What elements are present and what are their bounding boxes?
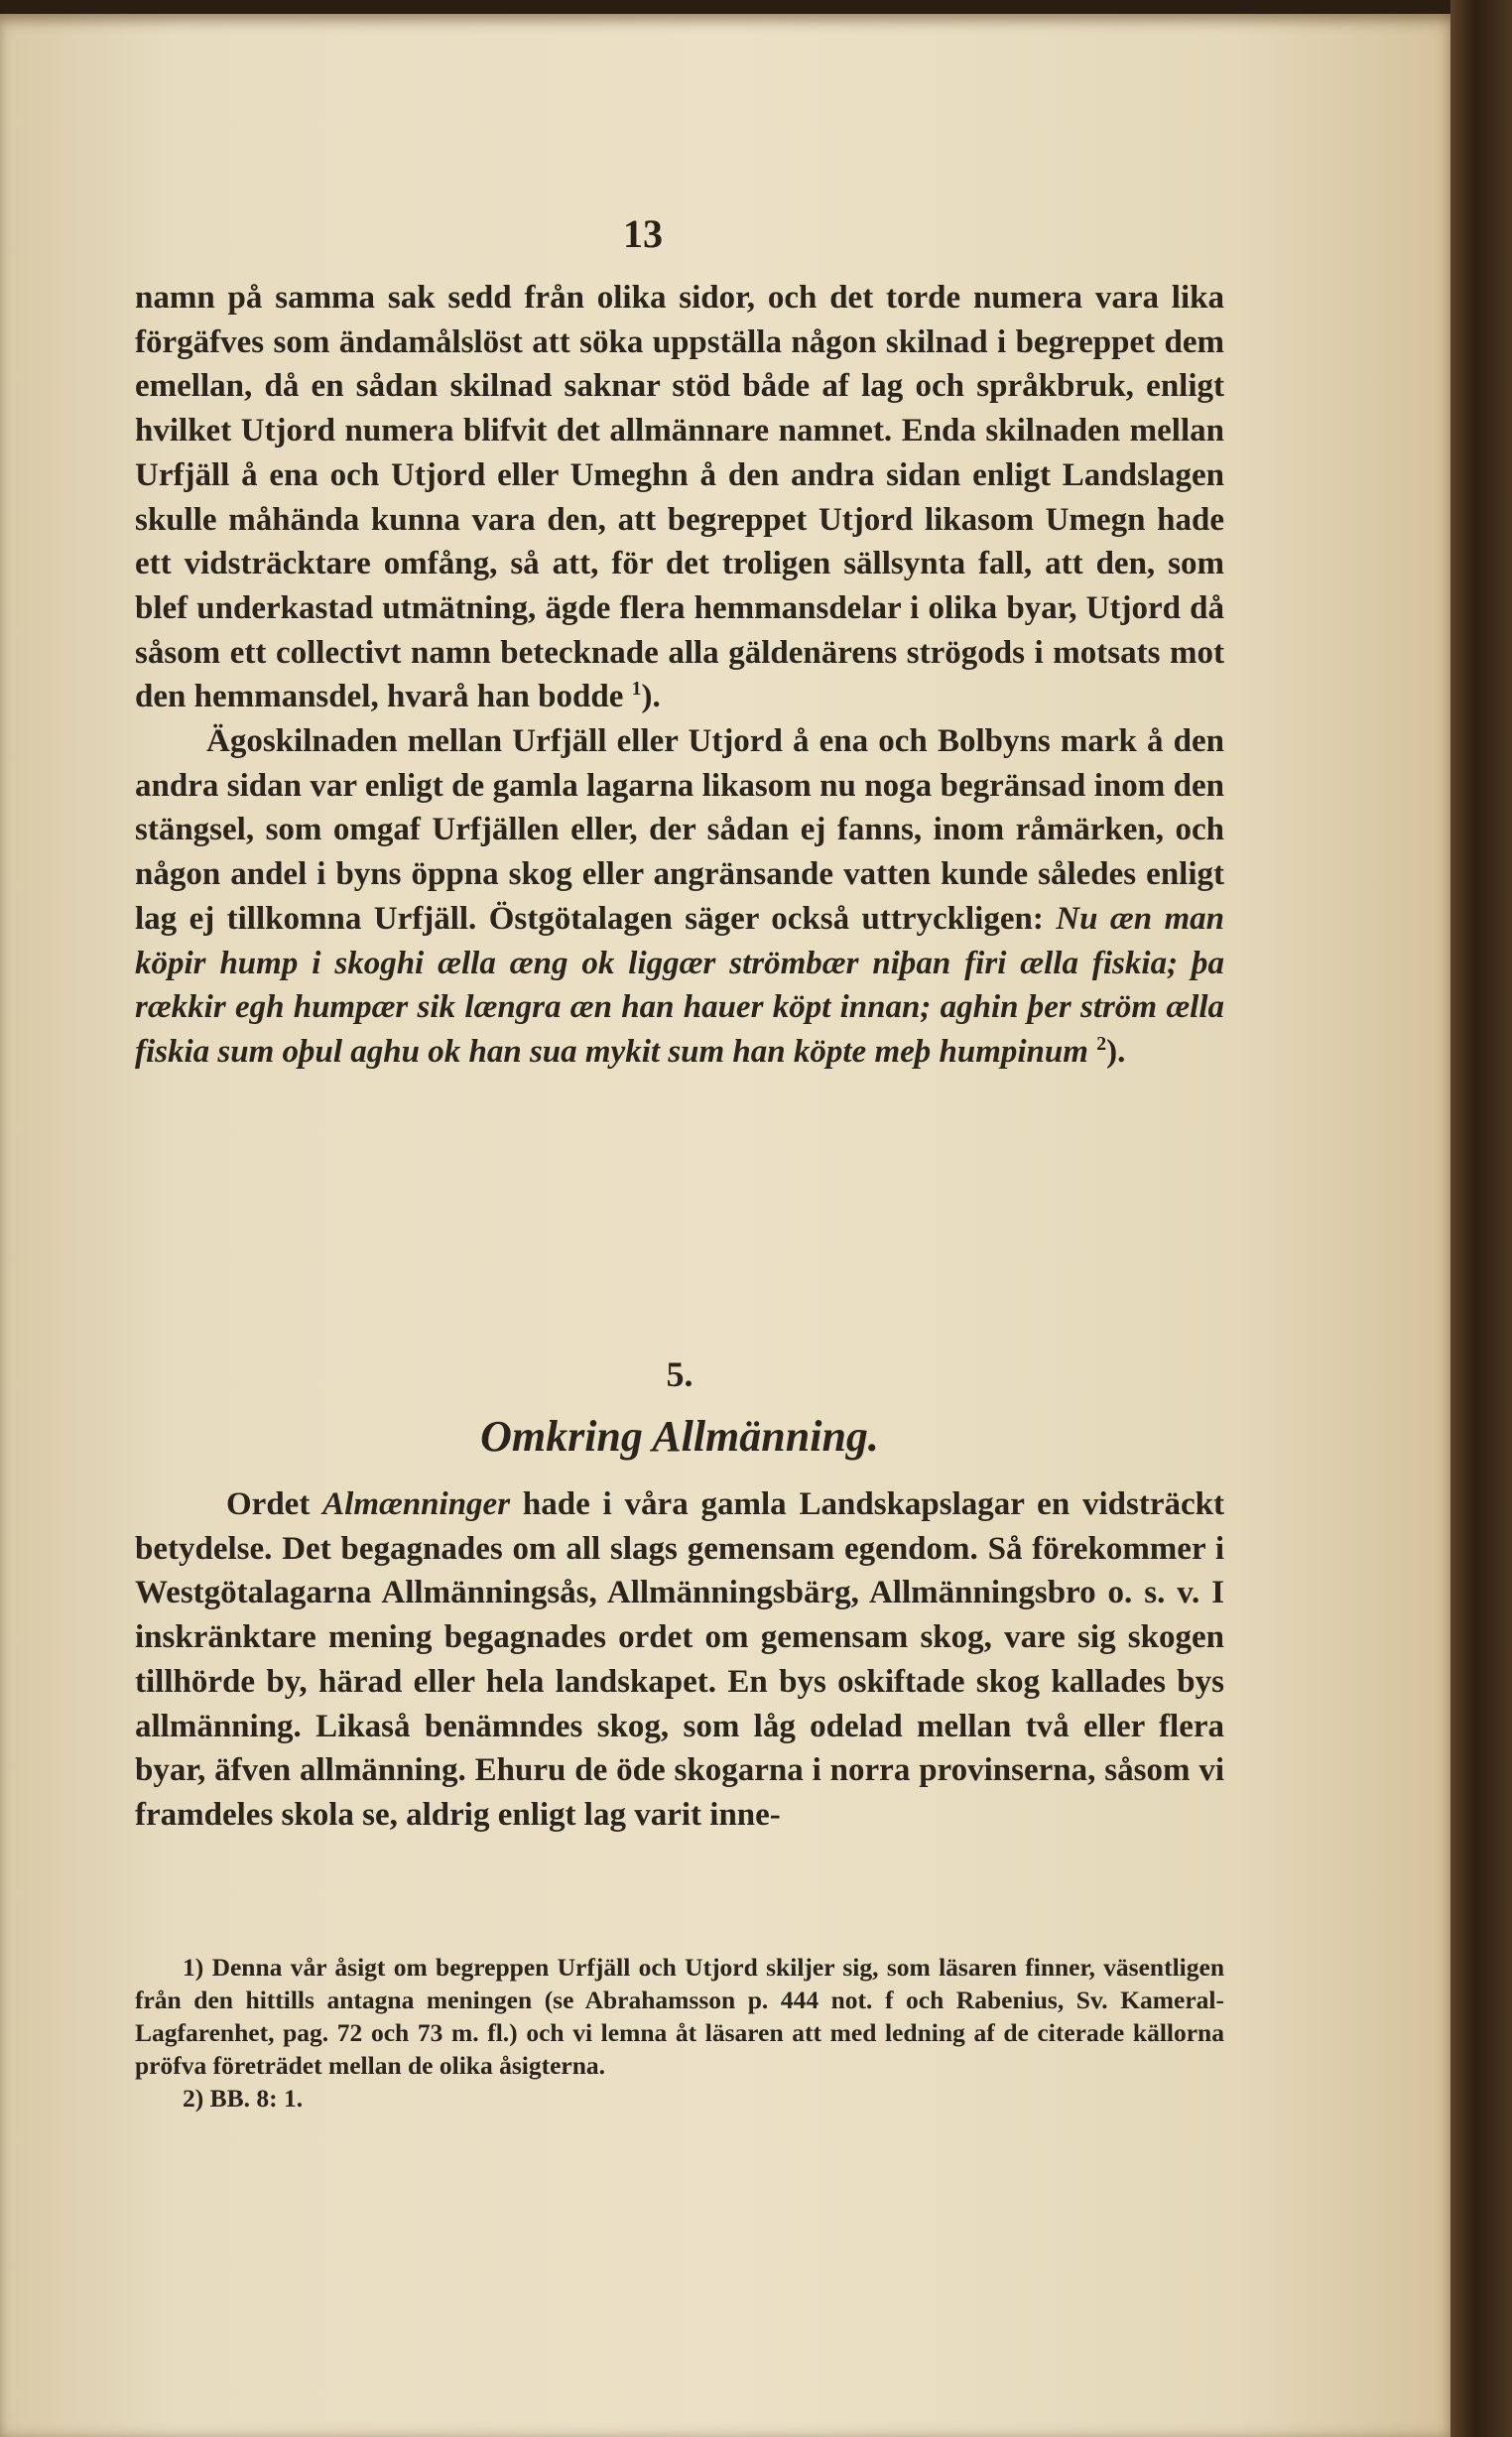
book-page [0, 14, 1456, 2437]
paragraph-2-end: ). [1106, 1033, 1126, 1070]
section-paragraph [135, 1482, 1224, 1838]
book-spine-edge [1450, 0, 1512, 2437]
footnotes [135, 1951, 1224, 2115]
paragraph-1-end: ). [641, 679, 661, 715]
footnote-2-text: BB. 8: 1. [209, 2084, 304, 2113]
section-title: Omkring Allmänning. [480, 1412, 879, 1461]
old-law-quote: Nu æn man köpir hump i skoghi ælla æng ok liggær strömbær niþan firi ælla fiskia; þa rækkir egh humpær sik længra æn han hauer köpt innan; aghin þer ström ælla fiskia sum oþul aghu ok han sua mykit sum han köpte meþ humpinum [135, 900, 1224, 1070]
footnote-1-marker: 1) [183, 1953, 204, 1982]
paragraph-2-text: Ägoskilnaden mellan Urfjäll eller Utjord å ena och Bolbyns mark å den andra sidan var enligt de gamla lagarna likasom nu noga begränsad inom den stängsel, som omgaf Urfjällen eller, der sådan ej fanns, inom råmärken, och någon andel i byns öppna skog eller angränsande vatten kunde således enligt lag ej tillkomna Urfjäll. Östgötalagen säger också uttryckligen: [135, 723, 1224, 937]
paragraph-1-text: namn på samma sak sedd från olika sidor, och det torde numera vara lika förgäfves som ändamålslöst att söka uppställa någon skilnad i begreppet dem emellan, då en sådan skilnad saknar stöd både af lag och språkbruk, enligt hvilket Utjord numera blifvit det allmännare namnet. Enda skilnaden mellan Urfjäll å ena och Utjord eller Umeghn å den andra sidan enligt Landslagen skulle måhända kunna vara den, att begreppet Utjord likasom Umegn hade ett vidsträcktare omfång, så att, för det troligen sällsynta fall, att den, som blef underkastad utmätning, ägde flera hemmansdelar i olika byar, Utjord då såsom ett collectivt namn betecknade alla gäldenärens strögods i motsats mot den hemmansdel, hvarå han bodde [135, 280, 1224, 715]
section-term: Almænninger [322, 1486, 511, 1522]
section-paragraph-rest: hade i våra gamla Landskapslagar en vidsträckt betydelse. Det begagnades om all slags gemensam egendom. Så förekommer i Westgötalagarna Allmänningsås, Allmänningsbärg, Allmänningsbro o. s. v. I inskränktare mening begagnades ordet om gemensam skog, vare sig skogen tillhörde by, härad eller hela landskapet. En bys oskiftade skog kallades bys allmänning. Likaså benämndes skog, som låg odelad mellan två eller flera byar, äfven allmänning. Ehuru de öde skogarna i norra provinserna, såsom vi framdeles skola se, aldrig enligt lag varit inne- [135, 1486, 1224, 1833]
footnote-2 [135, 2082, 1224, 2115]
footnote-1 [135, 1951, 1224, 2082]
footnote-ref-1: 1 [631, 678, 642, 701]
section-number: 5. [666, 1354, 693, 1394]
paragraph-1 [135, 276, 1224, 719]
footnote-ref-2: 2 [1096, 1032, 1107, 1055]
section-paragraph-lead: Ordet [226, 1486, 311, 1522]
footnote-2-marker: 2) [183, 2084, 204, 2113]
paragraph-2 [135, 719, 1224, 1075]
main-text [135, 276, 1224, 1075]
page-number: 13 [623, 211, 663, 256]
footnote-1-text: Denna vår åsigt om begreppen Urfjäll och Utjord skiljer sig, som läsaren finner, väsentligen från den hittills antagna meningen (se Abrahamsson p. 444 not. f och Rabenius, Sv. Kameral-Lagfarenhet, pag. 72 och 73 m. fl.) och vi lemna åt läsaren att med ledning af de citerade källorna pröfva företrädet mellan de olika åsigterna. [135, 1953, 1225, 2080]
